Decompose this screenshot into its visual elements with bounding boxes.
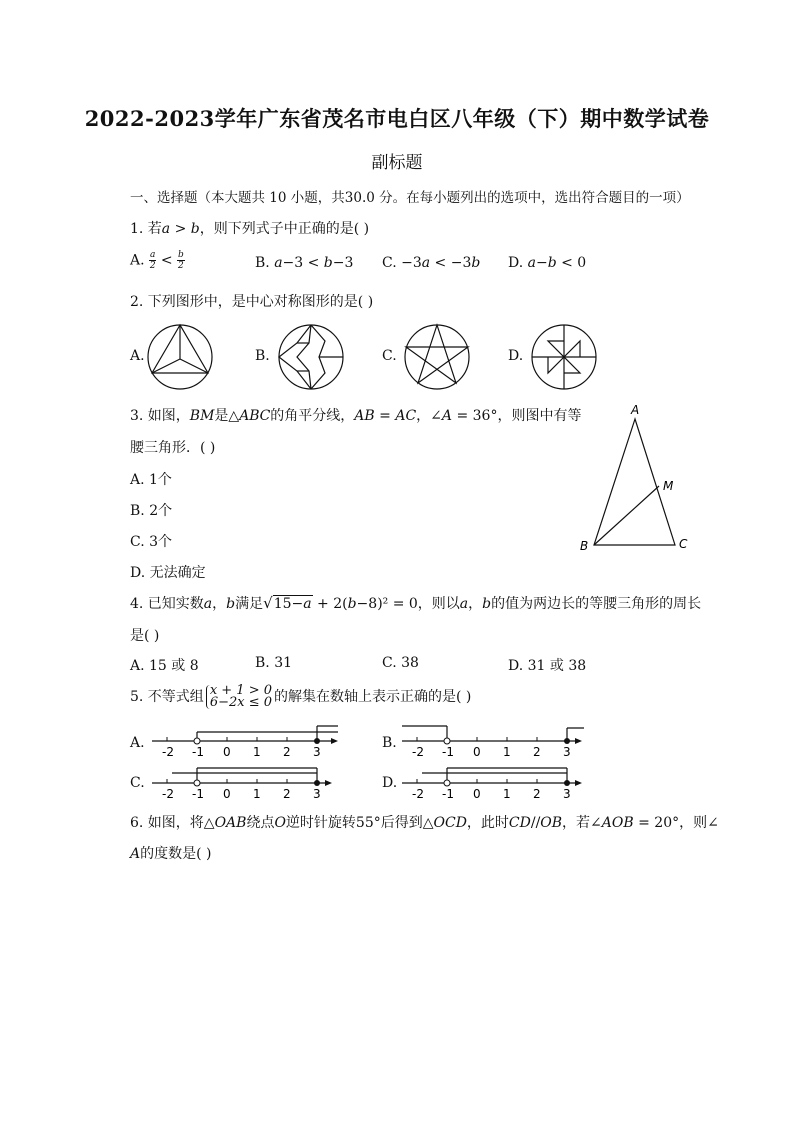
q3-triangle-figure (575, 400, 695, 560)
q3-option-c: C. 3个 (130, 534, 173, 550)
q4-option-d: D. 31 或 38 (508, 658, 587, 674)
q5-b-tick-2: 0 (473, 745, 481, 759)
q5-d-tick-0: -2 (412, 787, 424, 801)
q3-label-b: B (580, 539, 589, 553)
q2-figure-c (401, 323, 475, 391)
q5-a-tick-1: -1 (192, 745, 204, 759)
q5-numberline-b (398, 720, 590, 762)
q5-a-tick-2: 0 (223, 745, 231, 759)
q2-label-b: B. (255, 348, 270, 364)
q1-frac-b (177, 250, 185, 271)
q1-frac-a-num: a (150, 250, 156, 260)
q5-c-tick-1: -1 (192, 787, 204, 801)
q5-inequality-system (206, 685, 272, 709)
q6-stem-line1: 6. 如图，将△𝑂𝐴𝐵绕点𝑂逆时针旋转55°后得到△𝑂𝐶𝐷，此时𝐶𝐷//𝑂𝐵，若∠𝐴𝑂𝐵 = 20°，则∠ (130, 815, 719, 831)
q1-option-b: B. 𝑎−3 < 𝑏−3 (255, 255, 354, 271)
q5-c-tick-3: 1 (253, 787, 261, 801)
q5-label-d: D. (382, 775, 398, 791)
q5-d-tick-4: 2 (533, 787, 541, 801)
q5-d-tick-1: -1 (442, 787, 454, 801)
q5-b-tick-1: -1 (442, 745, 454, 759)
q5-c-tick-4: 2 (283, 787, 291, 801)
q3-stem-line1: 3. 如图，𝐵𝑀是△𝐴𝐵𝐶的角平分线，𝐴𝐵 = 𝐴𝐶，∠𝐴 = 36°，则图中有等 (130, 408, 582, 424)
q5-a-tick-4: 2 (283, 745, 291, 759)
q4-option-c: C. 38 (382, 655, 419, 671)
section-heading: 一、选择题（本大题共 10 小题，共30.0 分。在每小题列出的选项中，选出符合题目的一项） (130, 190, 690, 206)
page-subtitle: 副标题 (371, 153, 423, 173)
q5-stem-post: 的解集在数轴上表示正确的是( ) (274, 689, 472, 705)
q5-numberline-a (148, 720, 340, 762)
q5-b-tick-4: 2 (533, 745, 541, 759)
q5-label-c: C. (130, 775, 145, 791)
q3-label-m: M (663, 479, 674, 493)
q5-b-tick-3: 1 (503, 745, 511, 759)
q4-sqrt-content: 15−𝑎 (273, 596, 312, 612)
q4-stem-pre: 4. 已知实数𝑎，𝑏满足 (130, 596, 264, 612)
q2-label-d: D. (508, 348, 524, 364)
q5-c-tick-5: 3 (313, 787, 321, 801)
q2-figure-d (528, 323, 602, 391)
q5-d-tick-5: 3 (563, 787, 571, 801)
q1-frac-b-num: b (178, 250, 184, 260)
q1-frac-a-den: 2 (149, 261, 156, 271)
q2-figure-a (144, 323, 218, 391)
q5-a-tick-5: 3 (313, 745, 321, 759)
q1-option-a (130, 250, 185, 271)
q2-stem: 2. 下列图形中，是中心对称图形的是( ) (130, 294, 374, 310)
q5-ineq2: 6−2𝑥 ≤ 0 (209, 695, 273, 710)
q1-stem: 1. 若𝑎 > 𝑏，则下列式子中正确的是( ) (130, 221, 370, 237)
q1-option-d: D. 𝑎−𝑏 < 0 (508, 255, 587, 271)
q4-option-a: A. 15 或 8 (130, 658, 199, 674)
q5-ineq1: 𝑥 + 1 > 0 (209, 683, 273, 698)
q5-numberline-d (398, 762, 590, 804)
q1-option-a-lt: < (160, 252, 173, 269)
q1-frac-a (149, 250, 156, 271)
q5-c-tick-2: 0 (223, 787, 231, 801)
q5-b-tick-0: -2 (412, 745, 424, 759)
q5-numberline-c (148, 762, 340, 804)
q3-option-d: D. 无法确定 (130, 565, 206, 581)
q5-a-tick-3: 1 (253, 745, 261, 759)
q5-b-tick-5: 3 (563, 745, 571, 759)
q3-label-c: C (679, 537, 688, 551)
q2-figure-b (275, 323, 349, 391)
q1-option-a-label: A. (130, 252, 145, 269)
q3-option-a: A. 1个 (130, 472, 172, 488)
q2-label-c: C. (382, 348, 397, 364)
q1-frac-b-den: 2 (178, 261, 184, 271)
page-title: 2022-2023学年广东省茂名市电白区八年级（下）期中数学试卷 (84, 106, 710, 131)
q5-d-tick-3: 1 (503, 787, 511, 801)
q4-stem-post: + 2(𝑏−8)² = 0，则以𝑎，𝑏的值为两边长的等腰三角形的周长 (312, 596, 702, 612)
q1-option-c: C. −3𝑎 < −3𝑏 (382, 255, 481, 271)
q5-a-tick-0: -2 (162, 745, 174, 759)
q5-d-tick-2: 0 (473, 787, 481, 801)
q3-label-a: A (631, 403, 640, 417)
q3-stem-line2: 腰三角形．( ) (130, 440, 216, 456)
q5-stem-pre: 5. 不等式组 (130, 689, 204, 705)
q3-option-b: B. 2个 (130, 503, 173, 519)
q5-stem (130, 685, 471, 709)
q5-label-b: B. (382, 735, 397, 751)
q5-c-tick-0: -2 (162, 787, 174, 801)
q2-label-a: A. (130, 348, 145, 364)
q4-stem-line2: 是( ) (130, 628, 160, 644)
q6-stem-line2: 𝐴的度数是( ) (130, 846, 212, 862)
q4-option-b: B. 31 (255, 655, 293, 671)
q5-label-a: A. (130, 735, 145, 751)
q4-stem-line1: 4. 已知实数𝑎，𝑏满足√15−𝑎 + 2(𝑏−8)² = 0，则以𝑎，𝑏的值为两边长的等腰三角形的周长 (130, 594, 702, 612)
